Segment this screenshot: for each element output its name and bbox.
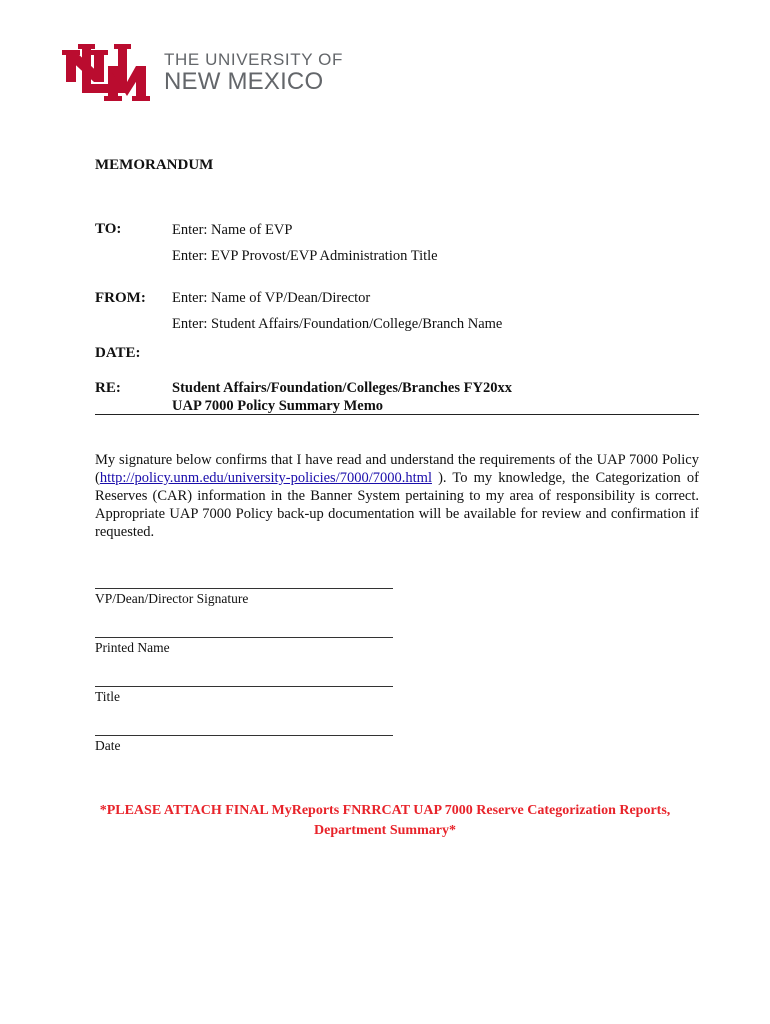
logo-line-university-of: THE UNIVERSITY OF <box>164 50 343 69</box>
re-label: RE: <box>95 380 121 396</box>
memo-title: MEMORANDUM <box>95 157 214 173</box>
date-label: DATE: <box>95 345 141 361</box>
attachment-notice <box>80 801 690 841</box>
from-name-field: Enter: Name of VP/Dean/Director <box>172 290 371 306</box>
certification-paragraph <box>95 451 699 541</box>
date-line <box>95 735 393 736</box>
logo-line-new-mexico: NEW MEXICO <box>164 68 324 95</box>
attachment-notice-line2: Department Summary* <box>314 823 456 838</box>
title-line <box>95 686 393 687</box>
to-title-field: Enter: EVP Provost/EVP Administration Title <box>172 248 438 264</box>
attachment-notice-line1: *PLEASE ATTACH FINAL MyReports FNRRCAT UAP 7000 Reserve Categorization Reports, <box>99 803 671 818</box>
to-label: TO: <box>95 221 122 237</box>
re-subject-line1: Student Affairs/Foundation/Colleges/Branches FY20xx <box>172 380 512 396</box>
re-subject-line2: UAP 7000 Policy Summary Memo <box>172 398 384 414</box>
from-label: FROM: <box>95 290 146 306</box>
body-text-after-link: ). To my knowledge, the Categorization of Reserves (CAR) information in the Banner System pertaining to my area of responsibility is correct. Appropriate UAP 7000 Policy back-up documentation will be available for review and confirmation if requested. <box>95 470 699 540</box>
university-logo <box>62 44 362 108</box>
printed-name-label: Printed Name <box>95 640 170 655</box>
policy-link[interactable]: http://policy.unm.edu/university-policies/7000/7000.html <box>99 470 432 486</box>
header-divider <box>95 414 699 415</box>
to-name-field: Enter: Name of EVP <box>172 222 293 238</box>
logo-wordmark <box>164 51 343 95</box>
body-text-before-link: My signature below confirms that I have read and understand the requirements of the UAP 7000 Policy ( <box>95 452 699 486</box>
unm-logo-mark-icon <box>62 44 152 106</box>
printed-name-line <box>95 637 393 638</box>
from-unit-field: Enter: Student Affairs/Foundation/College/Branch Name <box>172 316 503 332</box>
signature-label: VP/Dean/Director Signature <box>95 591 249 606</box>
title-label: Title <box>95 689 121 704</box>
date-signature-label: Date <box>95 738 121 753</box>
signature-line <box>95 588 393 589</box>
